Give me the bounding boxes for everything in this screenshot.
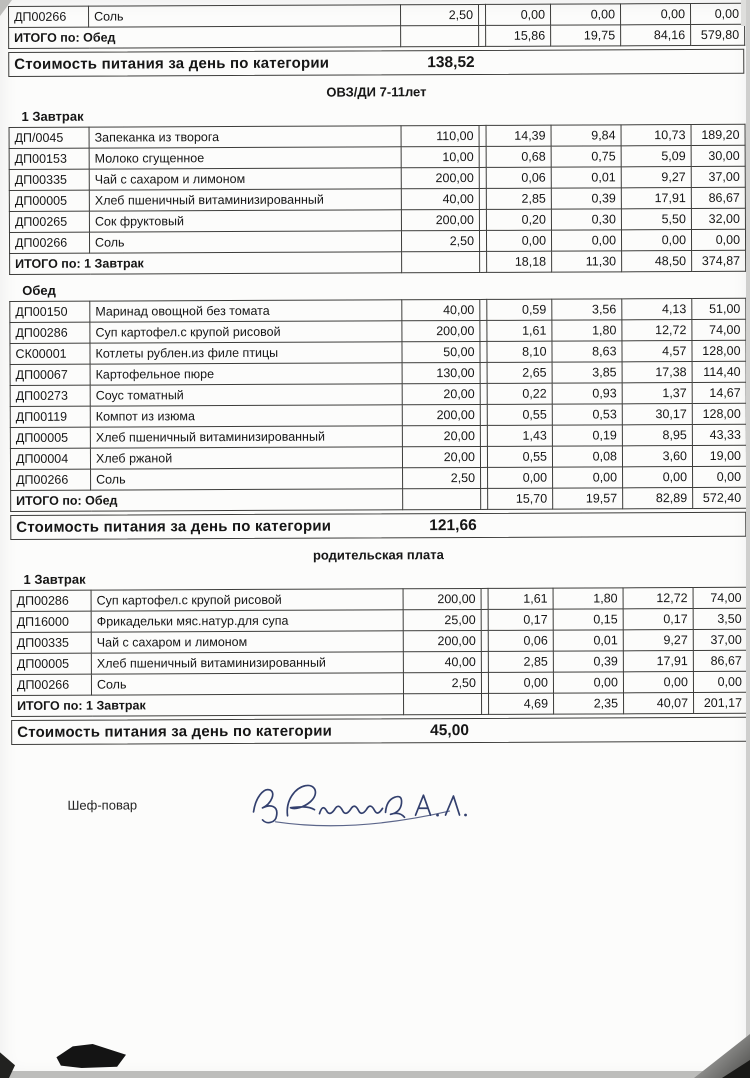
item-name-cell: Чай с сахаром и лимоном bbox=[91, 631, 403, 653]
menu-table bbox=[9, 298, 747, 512]
item-name-cell: Соус томатный bbox=[90, 384, 402, 406]
item-name-cell: Соль bbox=[89, 231, 401, 253]
signature-handwritten-icon bbox=[237, 771, 487, 836]
scan-artifact-bottom-right-corner bbox=[722, 1060, 750, 1078]
item-name-cell: Чай с сахаром и лимоном bbox=[89, 168, 401, 190]
column-gap bbox=[481, 467, 488, 488]
total-label-cell: ИТОГО по: Обед bbox=[11, 489, 403, 512]
value-cell: 5,09 bbox=[621, 146, 691, 167]
scan-artifact-bottom-left-blob bbox=[52, 1044, 126, 1068]
item-name-cell: Соль bbox=[91, 673, 403, 695]
value-cell: 0,59 bbox=[487, 299, 552, 320]
menu-table bbox=[11, 587, 749, 717]
value-cell: 74,00 bbox=[692, 319, 746, 340]
item-code-cell: СК00001 bbox=[10, 343, 90, 364]
value-cell: 43,33 bbox=[692, 424, 746, 445]
qty-cell: 2,50 bbox=[400, 4, 478, 25]
item-code-cell: ДП00266 bbox=[9, 232, 89, 253]
day-cost-row bbox=[10, 512, 746, 540]
item-code-cell: ДП/0045 bbox=[9, 127, 89, 148]
value-cell: 1,80 bbox=[552, 320, 622, 341]
item-code-cell: ДП00067 bbox=[10, 364, 90, 385]
day-cost-label: Стоимость питания за день по категории bbox=[17, 722, 333, 741]
qty-cell: 200,00 bbox=[401, 209, 479, 230]
item-name-cell: Запеканка из творога bbox=[89, 126, 401, 148]
item-name-cell: Котлеты рублен.из филе птицы bbox=[90, 342, 402, 364]
item-code-cell: ДП00266 bbox=[11, 469, 91, 490]
value-cell: 9,27 bbox=[621, 167, 691, 188]
chef-label: Шеф-повар bbox=[67, 796, 138, 813]
value-cell: 37,00 bbox=[693, 629, 747, 650]
value-cell: 114,40 bbox=[692, 361, 746, 382]
section-title: Обед bbox=[22, 282, 56, 298]
qty-cell: 20,00 bbox=[402, 383, 480, 404]
document-content bbox=[8, 3, 748, 837]
tables-area bbox=[8, 3, 747, 745]
menu-table bbox=[9, 124, 747, 275]
qty-cell: 200,00 bbox=[402, 320, 480, 341]
value-cell: 572,40 bbox=[693, 487, 747, 508]
value-cell: 30,17 bbox=[622, 404, 692, 425]
value-cell: 15,70 bbox=[488, 488, 553, 509]
value-cell: 48,50 bbox=[622, 251, 692, 272]
value-cell: 1,80 bbox=[553, 588, 623, 609]
item-name-cell: Хлеб пшеничный витаминизированный bbox=[91, 652, 403, 674]
value-cell: 0,00 bbox=[691, 229, 745, 250]
value-cell: 0,00 bbox=[690, 3, 744, 24]
value-cell: 4,57 bbox=[622, 341, 692, 362]
value-cell: 0,55 bbox=[487, 404, 552, 425]
value-cell: 30,00 bbox=[691, 145, 745, 166]
total-label-cell: ИТОГО по: 1 Завтрак bbox=[10, 252, 402, 275]
value-cell: 579,80 bbox=[691, 24, 745, 45]
value-cell: 9,84 bbox=[551, 125, 621, 146]
value-cell: 0,93 bbox=[552, 383, 622, 404]
value-cell: 8,63 bbox=[552, 341, 622, 362]
item-code-cell: ДП00273 bbox=[10, 385, 90, 406]
value-cell: 0,00 bbox=[488, 672, 553, 693]
value-cell: 1,43 bbox=[487, 425, 552, 446]
qty-cell: 200,00 bbox=[401, 167, 479, 188]
value-cell: 4,69 bbox=[489, 693, 554, 714]
value-cell: 2,85 bbox=[488, 651, 553, 672]
item-name-cell: Суп картофел.с крупой рисовой bbox=[91, 589, 403, 611]
item-name-cell: Сок фруктовый bbox=[89, 210, 401, 232]
value-cell: 0,08 bbox=[552, 446, 622, 467]
value-cell: 201,17 bbox=[694, 692, 748, 713]
value-cell: 2,65 bbox=[487, 362, 552, 383]
value-cell: 37,00 bbox=[691, 166, 745, 187]
value-cell: 0,55 bbox=[487, 446, 552, 467]
total-label-cell: ИТОГО по: Обед bbox=[9, 26, 401, 49]
value-cell: 3,50 bbox=[693, 608, 747, 629]
value-cell: 19,57 bbox=[553, 488, 623, 509]
section-title: 1 Завтрак bbox=[21, 108, 84, 124]
value-cell: 86,67 bbox=[693, 650, 747, 671]
value-cell: 74,00 bbox=[693, 587, 747, 608]
value-cell: 0,39 bbox=[553, 651, 623, 672]
value-cell: 19,00 bbox=[692, 445, 746, 466]
value-cell: 17,91 bbox=[623, 651, 693, 672]
qty-cell: 10,00 bbox=[401, 146, 479, 167]
value-cell: 19,75 bbox=[551, 25, 621, 46]
value-cell: 0,00 bbox=[620, 4, 690, 25]
item-code-cell: ДП00266 bbox=[11, 674, 91, 695]
day-cost-value: 45,00 bbox=[430, 721, 469, 739]
item-code-cell: ДП00266 bbox=[9, 6, 89, 27]
item-code-cell: ДП00153 bbox=[9, 148, 89, 169]
value-cell: 10,73 bbox=[621, 125, 691, 146]
value-cell: 0,00 bbox=[551, 230, 621, 251]
value-cell: 84,16 bbox=[621, 25, 691, 46]
item-name-cell: Картофельное пюре bbox=[90, 363, 402, 385]
day-cost-row bbox=[11, 717, 747, 745]
day-cost-value: 138,52 bbox=[427, 53, 475, 71]
value-cell: 82,89 bbox=[623, 488, 693, 509]
value-cell: 18,18 bbox=[487, 251, 552, 272]
scan-edge-bottom bbox=[0, 1071, 750, 1078]
scan-artifact-bottom-right-shade bbox=[694, 1034, 750, 1078]
value-cell: 8,95 bbox=[622, 425, 692, 446]
value-cell: 0,00 bbox=[486, 230, 551, 251]
value-cell: 0,20 bbox=[486, 209, 551, 230]
qty-cell: 200,00 bbox=[403, 630, 481, 651]
value-cell: 0,30 bbox=[551, 209, 621, 230]
value-cell: 0,39 bbox=[551, 188, 621, 209]
item-code-cell: ДП16000 bbox=[11, 611, 91, 632]
value-cell: 0,00 bbox=[553, 672, 623, 693]
item-code-cell: ДП00005 bbox=[10, 427, 90, 448]
value-cell: 0,00 bbox=[693, 466, 747, 487]
value-cell: 0,75 bbox=[551, 146, 621, 167]
item-code-cell: ДП00005 bbox=[9, 190, 89, 211]
value-cell: 128,00 bbox=[692, 403, 746, 424]
value-cell: 11,30 bbox=[552, 251, 622, 272]
item-name-cell: Фрикадельки мяс.натур.для супа bbox=[91, 610, 403, 632]
value-cell: 0,00 bbox=[623, 467, 693, 488]
qty-cell: 20,00 bbox=[402, 425, 480, 446]
qty-cell: 40,00 bbox=[402, 299, 480, 320]
item-code-cell: ДП00005 bbox=[11, 653, 91, 674]
qty-cell: 110,00 bbox=[401, 125, 479, 146]
value-cell: 0,01 bbox=[551, 167, 621, 188]
value-cell: 3,85 bbox=[552, 362, 622, 383]
value-cell: 12,72 bbox=[623, 588, 693, 609]
total-row bbox=[11, 487, 747, 511]
qty-cell: 40,00 bbox=[403, 651, 481, 672]
value-cell: 40,07 bbox=[624, 693, 694, 714]
item-name-cell: Молоко сгущенное bbox=[89, 147, 401, 169]
value-cell: 0,15 bbox=[553, 609, 623, 630]
value-cell: 374,87 bbox=[692, 250, 746, 271]
total-row bbox=[12, 692, 748, 716]
qty-cell bbox=[403, 488, 481, 509]
scan-artifact-bottom-left-edge bbox=[0, 1046, 15, 1078]
value-cell: 32,00 bbox=[691, 208, 745, 229]
qty-cell: 130,00 bbox=[402, 362, 480, 383]
qty-cell: 2,50 bbox=[401, 230, 479, 251]
qty-cell: 2,50 bbox=[403, 672, 481, 693]
value-cell: 51,00 bbox=[692, 298, 746, 319]
value-cell: 0,06 bbox=[486, 167, 551, 188]
item-name-cell: Хлеб ржаной bbox=[90, 447, 402, 469]
value-cell: 0,53 bbox=[552, 404, 622, 425]
value-cell: 189,20 bbox=[691, 124, 745, 145]
value-cell: 1,61 bbox=[487, 320, 552, 341]
item-code-cell: ДП00004 bbox=[10, 448, 90, 469]
item-code-cell: ДП00335 bbox=[9, 169, 89, 190]
value-cell: 0,00 bbox=[623, 672, 693, 693]
value-cell: 8,10 bbox=[487, 341, 552, 362]
item-name-cell: Компот из изюма bbox=[90, 405, 402, 427]
value-cell: 17,38 bbox=[622, 362, 692, 383]
item-name-cell: Суп картофел.с крупой рисовой bbox=[90, 321, 402, 343]
section-title: 1 Завтрак bbox=[23, 571, 86, 587]
value-cell: 0,00 bbox=[693, 671, 747, 692]
qty-cell: 25,00 bbox=[403, 609, 481, 630]
value-cell: 3,56 bbox=[552, 299, 622, 320]
value-cell: 0,01 bbox=[553, 630, 623, 651]
item-name-cell: Хлеб пшеничный витаминизированный bbox=[89, 189, 401, 211]
item-name-cell: Маринад овощной без томата bbox=[90, 300, 402, 322]
value-cell: 14,67 bbox=[692, 382, 746, 403]
value-cell: 12,72 bbox=[622, 320, 692, 341]
day-cost-label: Стоимость питания за день по категории bbox=[14, 54, 330, 73]
value-cell: 128,00 bbox=[692, 340, 746, 361]
qty-cell bbox=[404, 693, 482, 714]
value-cell: 0,00 bbox=[550, 4, 620, 25]
item-name-cell: Соль bbox=[91, 468, 403, 490]
item-code-cell: ДП00265 bbox=[9, 211, 89, 232]
item-name-cell: Соль bbox=[89, 5, 401, 27]
value-cell: 2,35 bbox=[554, 693, 624, 714]
value-cell: 15,86 bbox=[486, 25, 551, 46]
total-label-cell: ИТОГО по: 1 Завтрак bbox=[12, 694, 404, 717]
value-cell: 2,85 bbox=[486, 188, 551, 209]
qty-cell bbox=[402, 251, 480, 272]
item-code-cell: ДП00119 bbox=[10, 406, 90, 427]
value-cell: 0,00 bbox=[485, 4, 550, 25]
category-heading: ОВЗ/ДИ 7-11лет bbox=[326, 84, 427, 100]
item-code-cell: ДП00150 bbox=[10, 301, 90, 322]
value-cell: 0,68 bbox=[486, 146, 551, 167]
day-cost-row bbox=[8, 49, 744, 77]
scan-edge-right bbox=[746, 0, 750, 1078]
value-cell: 0,22 bbox=[487, 383, 552, 404]
qty-cell: 200,00 bbox=[402, 404, 480, 425]
menu-table bbox=[8, 3, 745, 49]
value-cell: 3,60 bbox=[622, 446, 692, 467]
qty-cell: 20,00 bbox=[402, 446, 480, 467]
item-code-cell: ДП00286 bbox=[10, 322, 90, 343]
value-cell: 0,19 bbox=[552, 425, 622, 446]
value-cell: 0,17 bbox=[623, 609, 693, 630]
value-cell: 86,67 bbox=[691, 187, 745, 208]
value-cell: 4,13 bbox=[622, 299, 692, 320]
value-cell: 0,00 bbox=[488, 467, 553, 488]
signature-row bbox=[11, 770, 747, 837]
qty-cell bbox=[401, 25, 479, 46]
total-row bbox=[10, 250, 746, 274]
qty-cell: 40,00 bbox=[401, 188, 479, 209]
value-cell: 0,06 bbox=[488, 630, 553, 651]
value-cell: 1,61 bbox=[488, 588, 553, 609]
item-code-cell: ДП00286 bbox=[11, 590, 91, 611]
category-heading: родительская плата bbox=[312, 547, 444, 563]
item-code-cell: ДП00335 bbox=[11, 632, 91, 653]
day-cost-label: Стоимость питания за день по категории bbox=[16, 517, 332, 536]
day-cost-value: 121,66 bbox=[429, 516, 477, 534]
qty-cell: 50,00 bbox=[402, 341, 480, 362]
value-cell: 0,00 bbox=[621, 230, 691, 251]
qty-cell: 2,50 bbox=[403, 467, 481, 488]
value-cell: 1,37 bbox=[622, 383, 692, 404]
qty-cell: 200,00 bbox=[403, 588, 481, 609]
total-row bbox=[9, 24, 745, 48]
item-name-cell: Хлеб пшеничный витаминизированный bbox=[90, 426, 402, 448]
value-cell: 0,00 bbox=[553, 467, 623, 488]
value-cell: 9,27 bbox=[623, 630, 693, 651]
value-cell: 0,17 bbox=[488, 609, 553, 630]
value-cell: 17,91 bbox=[621, 188, 691, 209]
value-cell: 5,50 bbox=[621, 209, 691, 230]
value-cell: 14,39 bbox=[486, 125, 551, 146]
